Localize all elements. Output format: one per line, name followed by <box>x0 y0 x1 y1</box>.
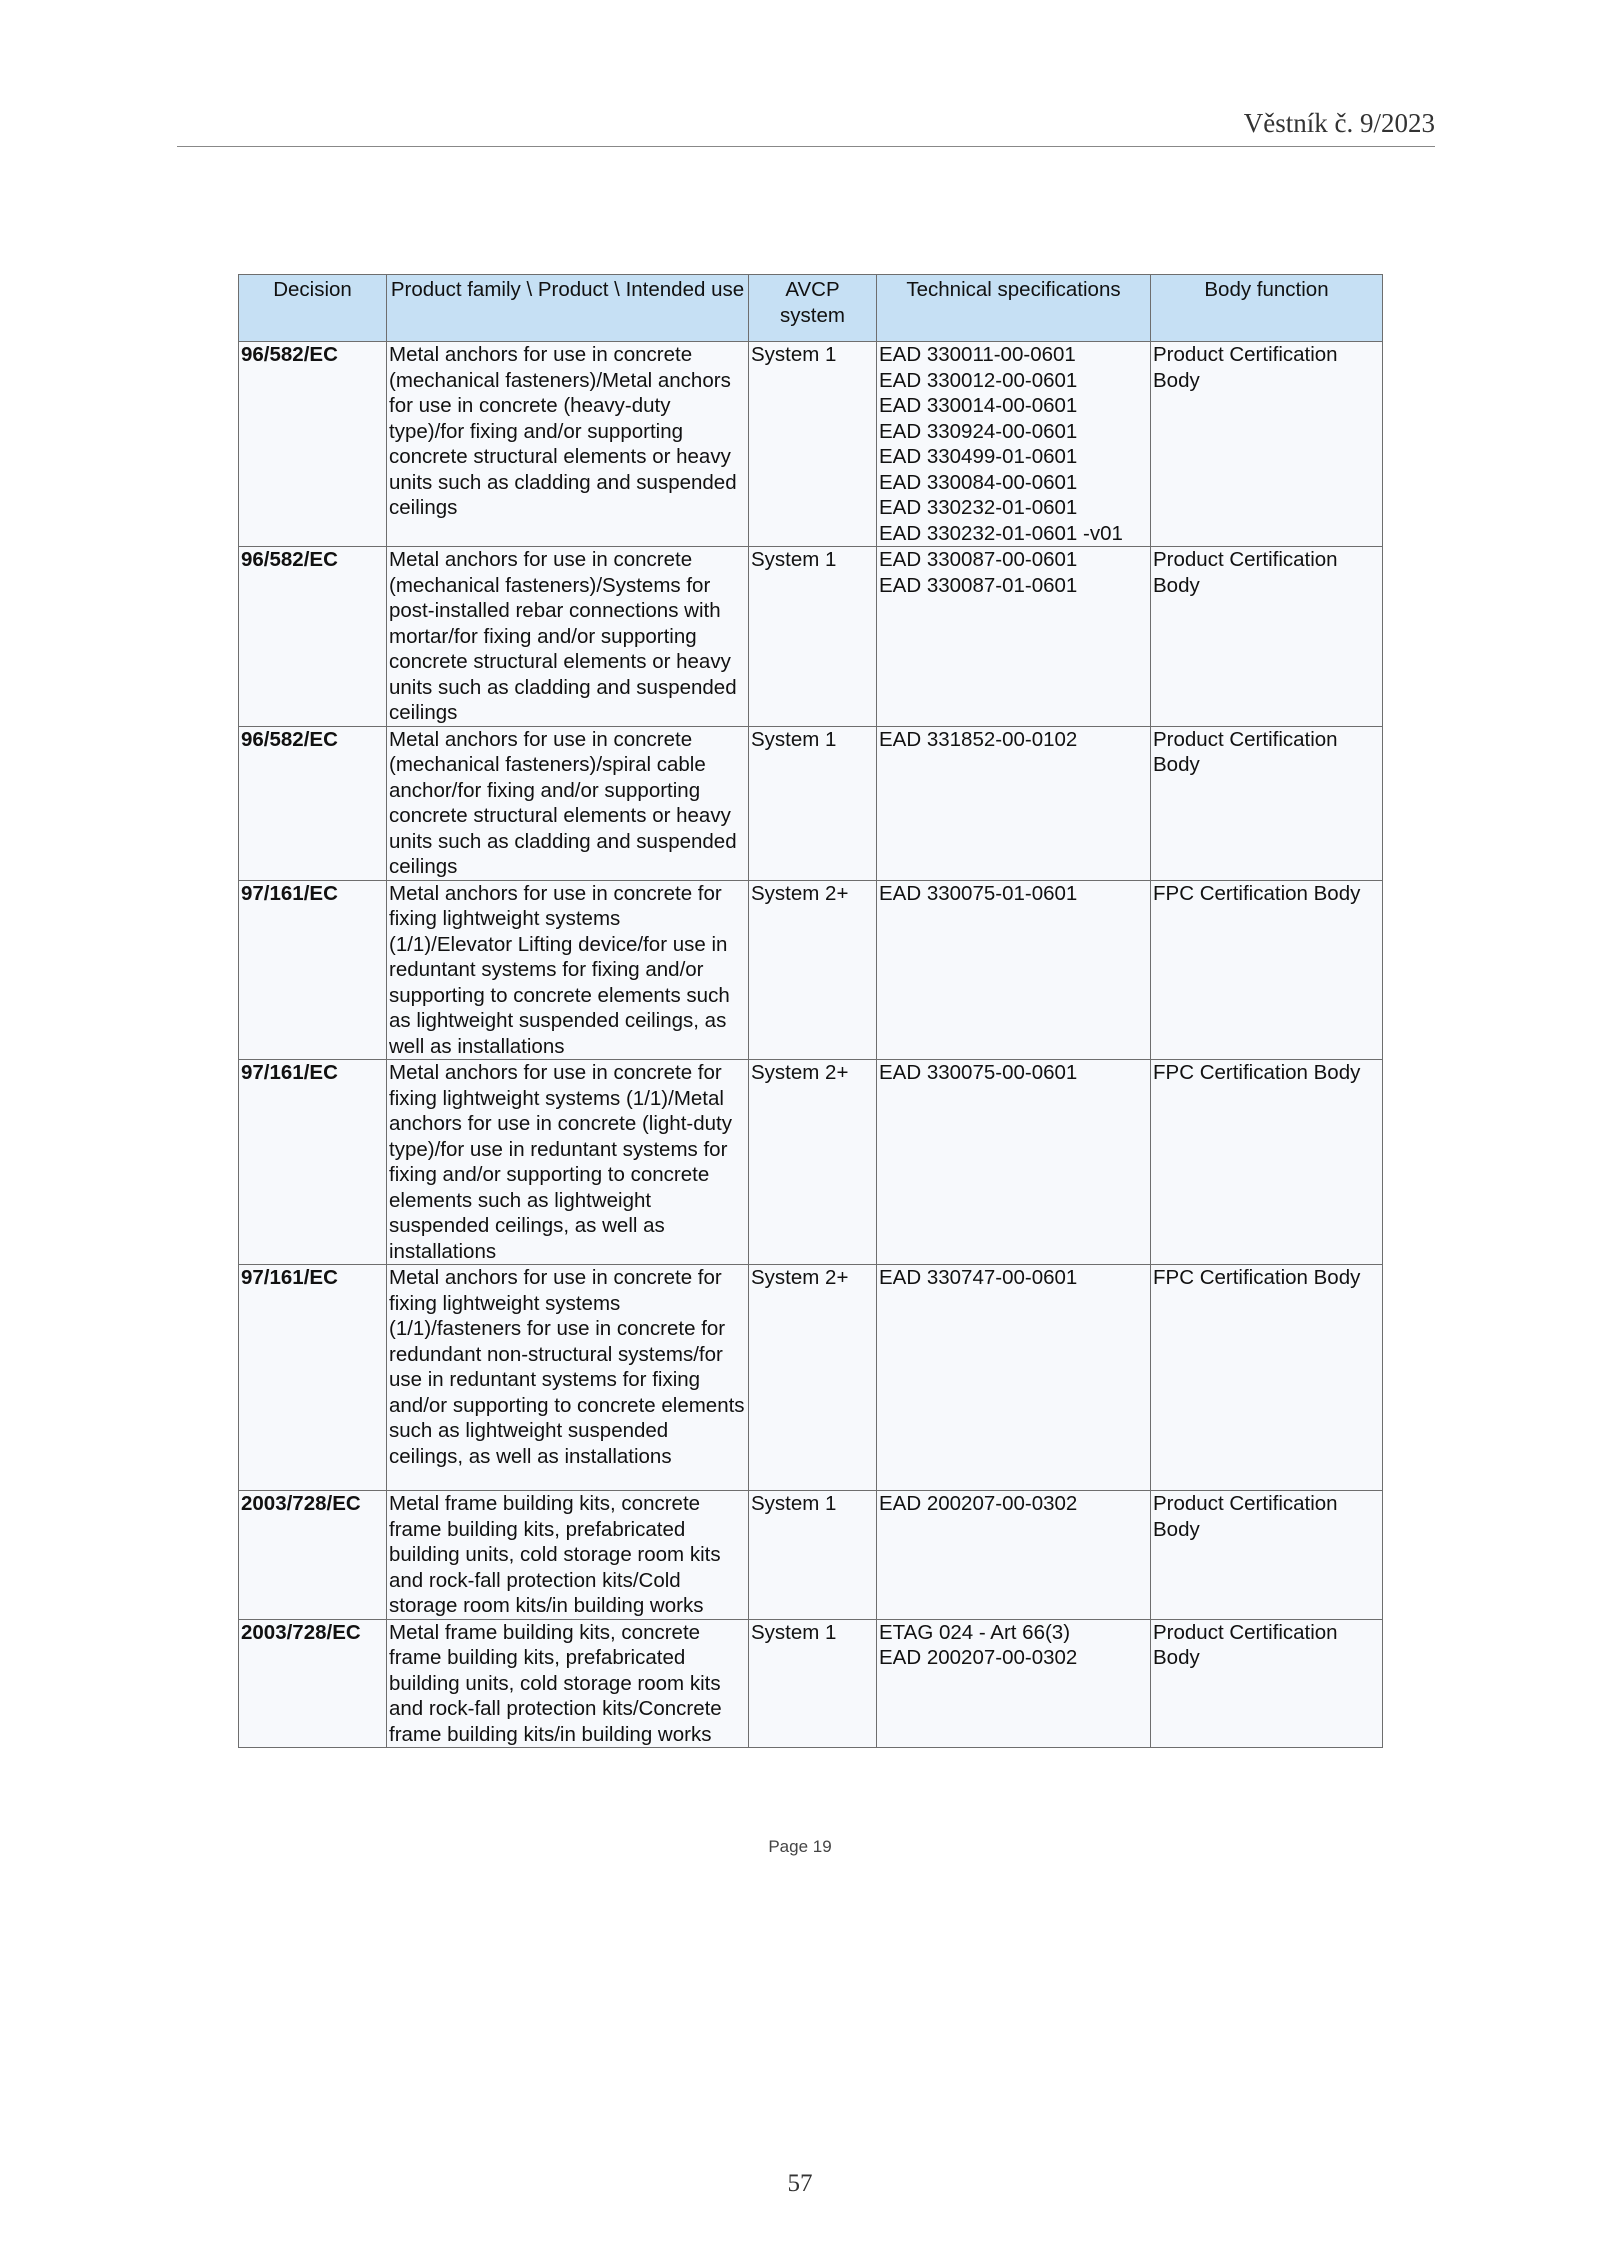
specification-item: EAD 330747-00-0601 <box>879 1266 1078 1289</box>
decision-cell: 97/161/EC <box>239 1060 387 1265</box>
avcp-cell: System 1 <box>749 547 877 727</box>
decision-cell: 96/582/EC <box>239 726 387 880</box>
specification-item: EAD 330084-00-0601 <box>879 470 1078 494</box>
specifications-cell <box>877 547 1151 727</box>
specifications-cell <box>877 1060 1151 1265</box>
table-row <box>239 342 1383 547</box>
table-row <box>239 726 1383 880</box>
product-cell: Metal anchors for use in concrete for fixing lightweight systems (1/1)/Metal anchors for use in concrete (light-duty type)/for use in reduntant systems for fixing and/or supporting to concrete elements such as lightweight suspended ceilings, as well as installations <box>387 1060 749 1265</box>
specification-item: EAD 330075-00-0601 <box>879 1061 1078 1084</box>
specification-item: EAD 330232-01-0601 <box>879 496 1078 519</box>
specifications-cell <box>877 726 1151 880</box>
specification-item: EAD 330499-01-0601 <box>879 445 1078 468</box>
specification-item: EAD 330087-00-0601 <box>879 548 1078 571</box>
avcp-cell: System 2+ <box>749 880 877 1060</box>
table-row <box>239 1060 1383 1265</box>
specifications-cell <box>877 342 1151 547</box>
specification-item: EAD 200207-00-0302 <box>879 1646 1078 1669</box>
product-cell: Metal frame building kits, concrete frame building kits, prefabricated building units, cold storage room kits and rock-fall protection kits/Cold storage room kits/in building works <box>387 1491 749 1620</box>
body-function-cell: FPC Certification Body <box>1151 880 1383 1060</box>
table-row <box>239 1265 1383 1491</box>
specification-item: EAD 200207-00-0302 <box>879 1492 1078 1515</box>
decision-cell: 96/582/EC <box>239 342 387 547</box>
body-function-cell: FPC Certification Body <box>1151 1265 1383 1491</box>
specifications-cell <box>877 1619 1151 1748</box>
body-function-cell: Product Certification Body <box>1151 342 1383 547</box>
specifications-table <box>238 274 1383 1748</box>
avcp-cell: System 1 <box>749 1619 877 1748</box>
internal-page-label: Page 19 <box>768 1837 832 1856</box>
table-row <box>239 547 1383 727</box>
avcp-cell: System 2+ <box>749 1265 877 1491</box>
specification-item: EAD 330075-01-0601 <box>879 881 1078 905</box>
decision-cell: 96/582/EC <box>239 547 387 727</box>
decision-cell: 2003/728/EC <box>239 1619 387 1748</box>
product-cell: Metal anchors for use in concrete (mechanical fasteners)/Systems for post-installed rebar connections with mortar/for fixing and/or supporting concrete structural elements or heavy units such as cladding and suspended ceilings <box>387 547 749 727</box>
column-header-decision: Decision <box>239 275 387 342</box>
journal-header: Věstník č. 9/2023 <box>1243 108 1435 138</box>
specification-item: EAD 330011-00-0601 <box>879 343 1076 366</box>
specifications-cell <box>877 1265 1151 1491</box>
specification-item: EAD 330087-01-0601 <box>879 573 1078 597</box>
body-function-cell: Product Certification Body <box>1151 726 1383 880</box>
product-cell: Metal anchors for use in concrete (mechanical fasteners)/spiral cable anchor/for fixing and/or supporting concrete structural elements or heavy units such as cladding and suspended ceilings <box>387 726 749 880</box>
table-row <box>239 1619 1383 1748</box>
table-header-row <box>239 275 1383 342</box>
avcp-cell: System 1 <box>749 342 877 547</box>
specification-item: EAD 330014-00-0601 <box>879 394 1078 417</box>
specification-item: EAD 330924-00-0601 <box>879 419 1078 443</box>
table-row <box>239 1491 1383 1620</box>
column-header-product: Product family \ Product \ Intended use <box>387 275 749 342</box>
specification-item: ETAG 024 - Art 66(3) <box>879 1620 1071 1644</box>
decision-cell: 2003/728/EC <box>239 1491 387 1620</box>
decision-cell: 97/161/EC <box>239 1265 387 1491</box>
product-cell: Metal anchors for use in concrete (mechanical fasteners)/Metal anchors for use in concrete (heavy-duty type)/for fixing and/or supporting concrete structural elements or heavy units such as cladding and suspended ceilings <box>387 342 749 547</box>
avcp-cell: System 2+ <box>749 1060 877 1265</box>
body-function-cell: FPC Certification Body <box>1151 1060 1383 1265</box>
product-cell: Metal frame building kits, concrete frame building kits, prefabricated building units, cold storage room kits and rock-fall protection kits/Concrete frame building kits/in building works <box>387 1619 749 1748</box>
avcp-cell: System 1 <box>749 726 877 880</box>
specifications-cell <box>877 880 1151 1060</box>
specifications-cell <box>877 1491 1151 1620</box>
specification-item: EAD 331852-00-0102 <box>879 727 1078 751</box>
product-cell: Metal anchors for use in concrete for fixing lightweight systems (1/1)/fasteners for use in concrete for redundant non-structural systems/for use in reduntant systems for fixing and/or supporting to concrete elements such as lightweight suspended ceilings, as well as installations <box>387 1265 749 1491</box>
product-cell: Metal anchors for use in concrete for fixing lightweight systems (1/1)/Elevator Lifting device/for use in reduntant systems for fixing and/or supporting to concrete elements such as lightweight suspended ceilings, as well as installations <box>387 880 749 1060</box>
decision-cell: 97/161/EC <box>239 880 387 1060</box>
column-header-specifications: Technical specifications <box>877 275 1151 342</box>
body-function-cell: Product Certification Body <box>1151 1491 1383 1620</box>
specification-item: EAD 330232-01-0601 -v01 <box>879 521 1123 545</box>
column-header-avcp: AVCP system <box>749 275 877 342</box>
page-number: 57 <box>787 2170 813 2197</box>
avcp-cell: System 1 <box>749 1491 877 1620</box>
body-function-cell: Product Certification Body <box>1151 1619 1383 1748</box>
table-row <box>239 880 1383 1060</box>
column-header-body-function: Body function <box>1151 275 1383 342</box>
specification-item: EAD 330012-00-0601 <box>879 368 1078 392</box>
header-divider <box>177 146 1435 147</box>
body-function-cell: Product Certification Body <box>1151 547 1383 727</box>
